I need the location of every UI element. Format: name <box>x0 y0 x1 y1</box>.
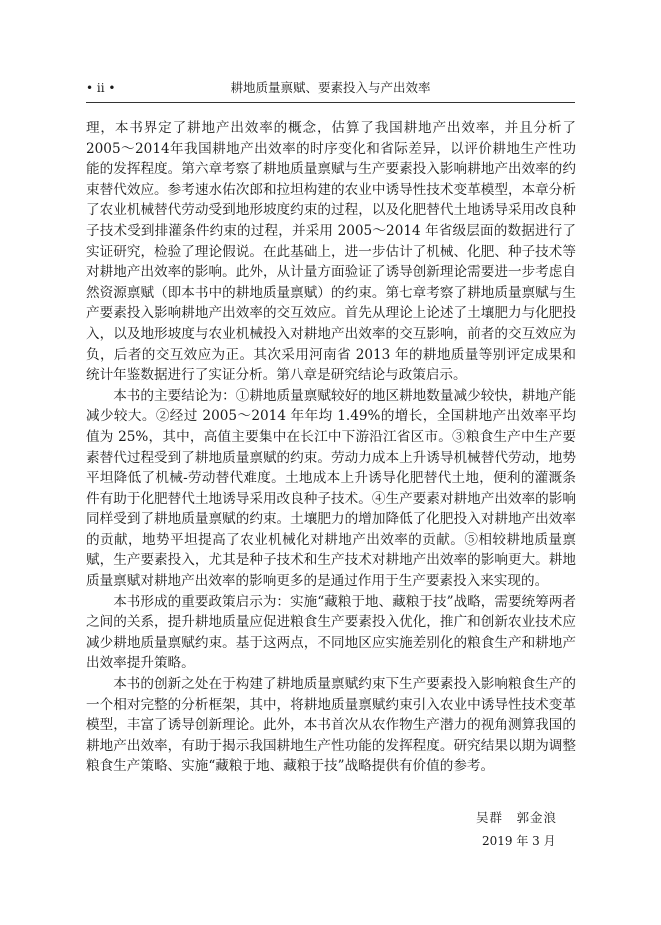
preface-date: 2019 年 3 月 <box>482 834 556 848</box>
paragraph-3: 本书形成的重要政策启示为：实施“藏粮于地、藏粮于技”战略，需要统筹两者之间的关系，提升耕地质量应促进粮食生产要素投入优化，推广和创新农业技术应减少耕地质量禀赋约束。基于这两点，不同地区应实施差别化的粮食生产和耕地产出效率提升策略。 <box>86 593 576 672</box>
body-text <box>86 118 576 777</box>
paragraph-1: 理，本书界定了耕地产出效率的概念，估算了我国耕地产出效率，并且分析了2005～2014年我国耕地产出效率的时序变化和省际差异，以评价耕地生产性功能的发挥程度。第六章考察了耕地质量禀赋与生产要素投入影响耕地产出效率的约束替代效应。参考速水佑次郎和拉坦构建的农业中诱导性技术变革模型，本章分析了农业机械替代劳动受到地形坡度约束的过程，以及化肥替代土地诱导采用改良种子技术受到排灌条件约束的过程，并采用 2005～2014 年省级层面的数据进行了实证研究，检验了理论假说。在此基础上，进一步估计了机械、化肥、种子技术等对耕地产出效率的影响。此外，从计量方面验证了诱导创新理论需要进一步考虑自然资源禀赋（即本书中的耕地质量禀赋）的约束。第七章考察了耕地质量禀赋与生产要素投入影响耕地产出效率的交互效应。首先从理论上论述了土壤肥力与化肥投入，以及地形坡度与农业机械投入对耕地产出效率的交互影响，前者的交互效应为负，后者的交互效应为正。其次采用河南省 2013 年的耕地质量等别评定成果和统计年鉴数据进行了实证分析。第八章是研究结论与政策启示。 <box>86 120 576 384</box>
running-title: 耕地质量禀赋、要素投入与产出效率 <box>230 80 431 95</box>
paragraph-2: 本书的主要结论为：①耕地质量禀赋较好的地区耕地数量减少较快，耕地产能减少较大。②经过 2005～2014 年年均 1.49%的增长，全国耕地产出效率平均值为 25%，其中，高值主要集中在长江中下游沿江省区市。③粮食生产中生产要素替代过程受到了耕地质量禀赋的约束。劳动力成本上升诱导机械替代劳动，地势平坦降低了机械-劳动替代难度。土地成本上升诱导化肥替代土地，便利的灌溉条件有助于化肥替代土地诱导采用改良种子技术。④生产要素对耕地产出效率的影响同样受到了耕地质量禀赋的约束。土壤肥力的增加降低了化肥投入对耕地产出效率的贡献，地势平坦提高了农业机械化对耕地产出效率的贡献。⑤相较耕地质量禀赋，生产要素投入，尤其是种子技术和生产技术对耕地产出效率的影响更大。耕地质量禀赋对耕地产出效率的影响更多的是通过作用于生产要素投入来实现的。 <box>86 387 576 590</box>
page-number: • ii • <box>86 81 116 95</box>
author-signature: 吴群 郭金浪 <box>476 810 558 825</box>
page-header <box>86 80 575 103</box>
paragraph-4: 本书的创新之处在于构建了耕地质量禀赋约束下生产要素投入影响粮食生产的一个相对完整的分析框架，其中，将耕地质量禀赋约束引入农业中诱导性技术变革模型，丰富了诱导创新理论。此外，本书首次从农作物生产潜力的视角测算我国的耕地产出效率，有助于揭示我国耕地生产性功能的发挥程度。研究结果以期为调整粮食生产策略、实施“藏粮于地、藏粮于技”战略提供有价值的参考。 <box>86 676 576 775</box>
